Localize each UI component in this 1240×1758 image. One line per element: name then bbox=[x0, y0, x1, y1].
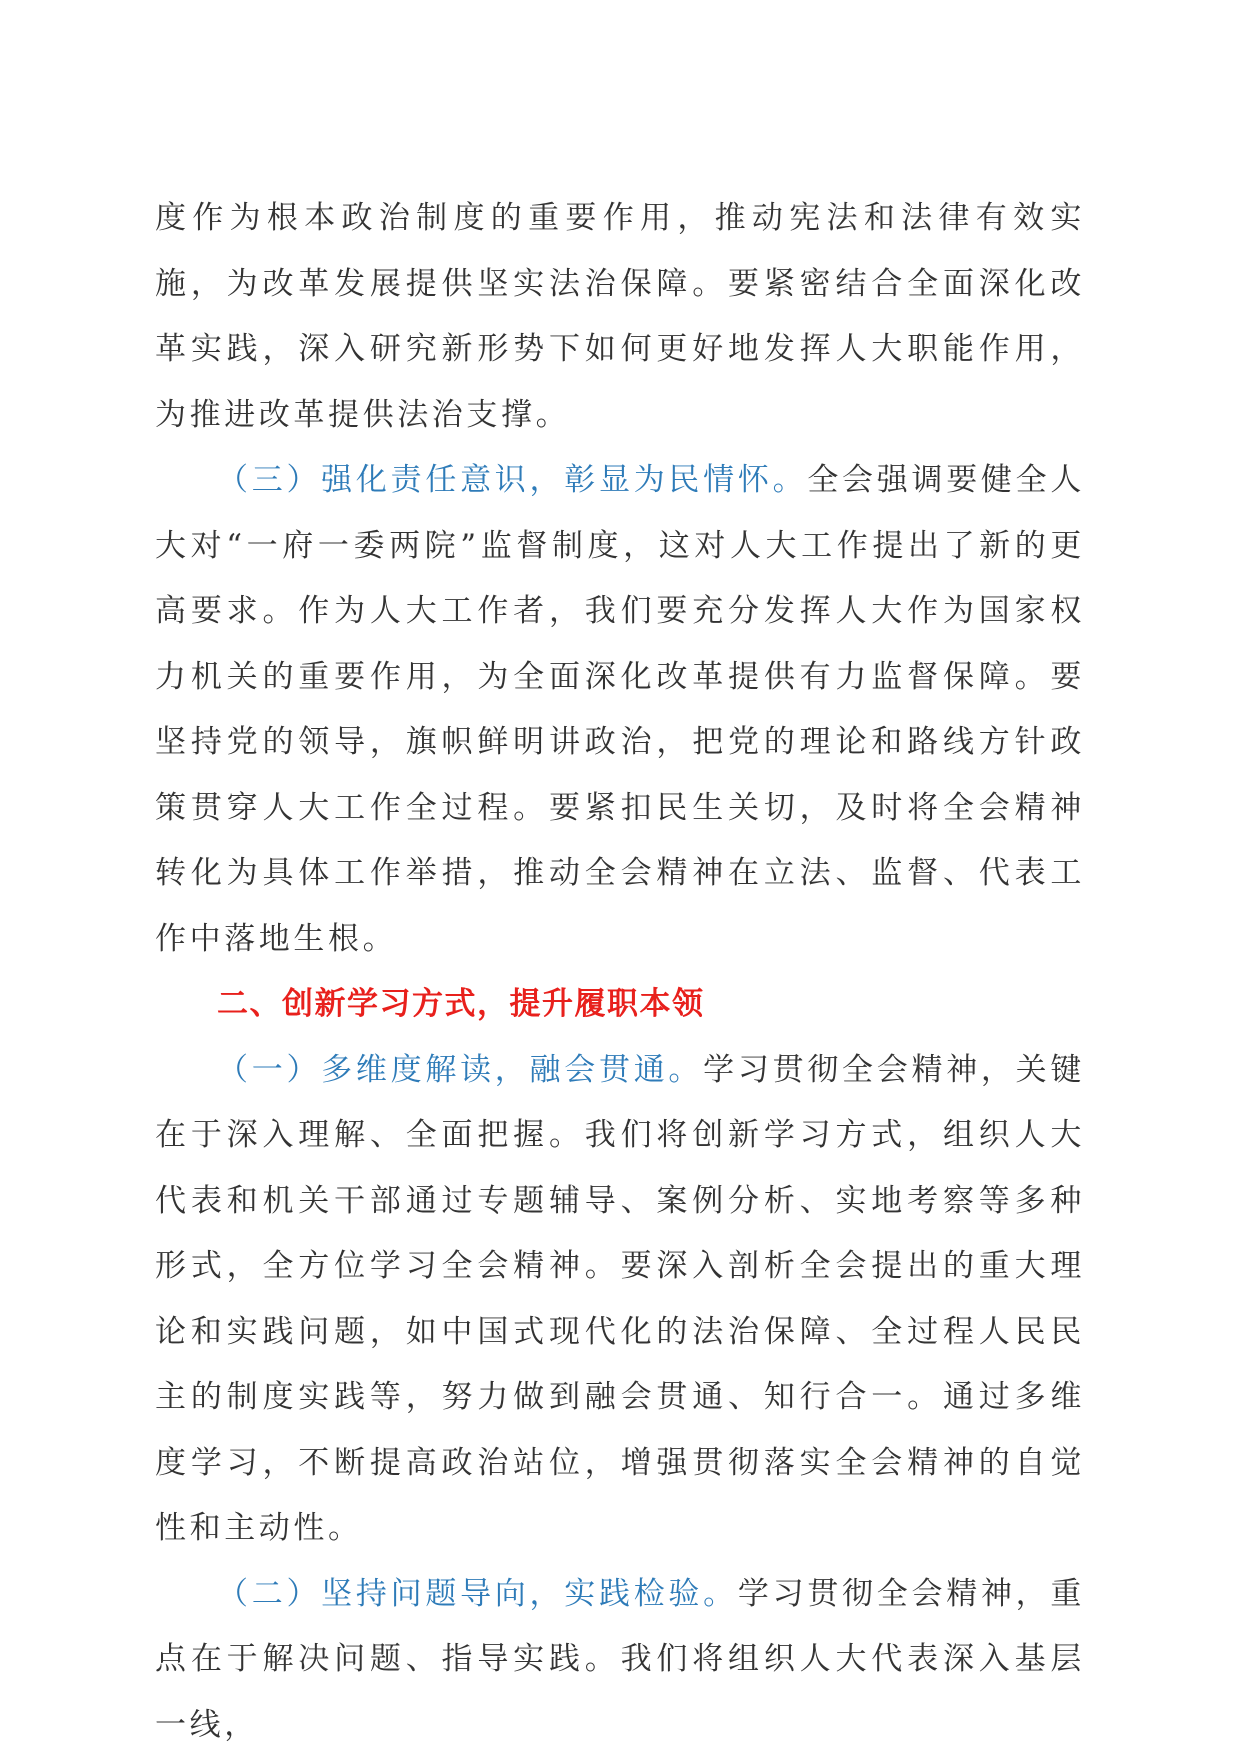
paragraph-responsibility bbox=[155, 448, 1085, 972]
paragraph-text: 度作为根本政治制度的重要作用，推动宪法和法律有效实施，为改革发展提供坚实法治保障。要紧密结合全面深化改革实践，深入研究新形势下如何更好地发挥人大职能作用，为推进改革提供法治支撑。 bbox=[155, 200, 1085, 433]
paragraph-problem-oriented bbox=[155, 1562, 1085, 1758]
subheading-multidimensional: （一）多维度解读，融会贯通。 bbox=[217, 1052, 703, 1088]
paragraph-text: 全会强调要健全人大对“一府一委两院”监督制度，这对人大工作提出了新的更高要求。作为人大工作者，我们要充分发挥人大作为国家权力机关的重要作用，为全面深化改革提供有力监督保障。要坚持党的领导，旗帜鲜明讲政治，把党的理论和路线方针政策贯穿人大工作全过程。要紧扣民生关切，及时将全会精神转化为具体工作举措，推动全会精神在立法、监督、代表工作中落地生根。 bbox=[155, 462, 1085, 957]
paragraph-text: 学习贯彻全会精神，重点在于解决问题、指导实践。我们将组织人大代表深入基层一线， bbox=[155, 1576, 1085, 1743]
subheading-problem-oriented: （二）坚持问题导向，实践检验。 bbox=[217, 1576, 738, 1612]
section-heading-learning: 二、创新学习方式，提升履职本领 bbox=[155, 972, 1085, 1038]
paragraph-text: 学习贯彻全会精神，关键在于深入理解、全面把握。我们将创新学习方式，组织人大代表和机关干部通过专题辅导、案例分析、实地考察等多种形式，全方位学习全会精神。要深入剖析全会提出的重大理论和实践问题，如中国式现代化的法治保障、全过程人民民主的制度实践等，努力做到融会贯通、知行合一。通过多维度学习，不断提高政治站位，增强贯彻落实全会精神的自觉性和主动性。 bbox=[155, 1052, 1085, 1547]
document-body bbox=[155, 186, 1085, 1758]
subheading-responsibility: （三）强化责任意识，彰显为民情怀。 bbox=[217, 462, 807, 498]
paragraph-multidimensional bbox=[155, 1038, 1085, 1562]
paragraph-continuation bbox=[155, 186, 1085, 448]
